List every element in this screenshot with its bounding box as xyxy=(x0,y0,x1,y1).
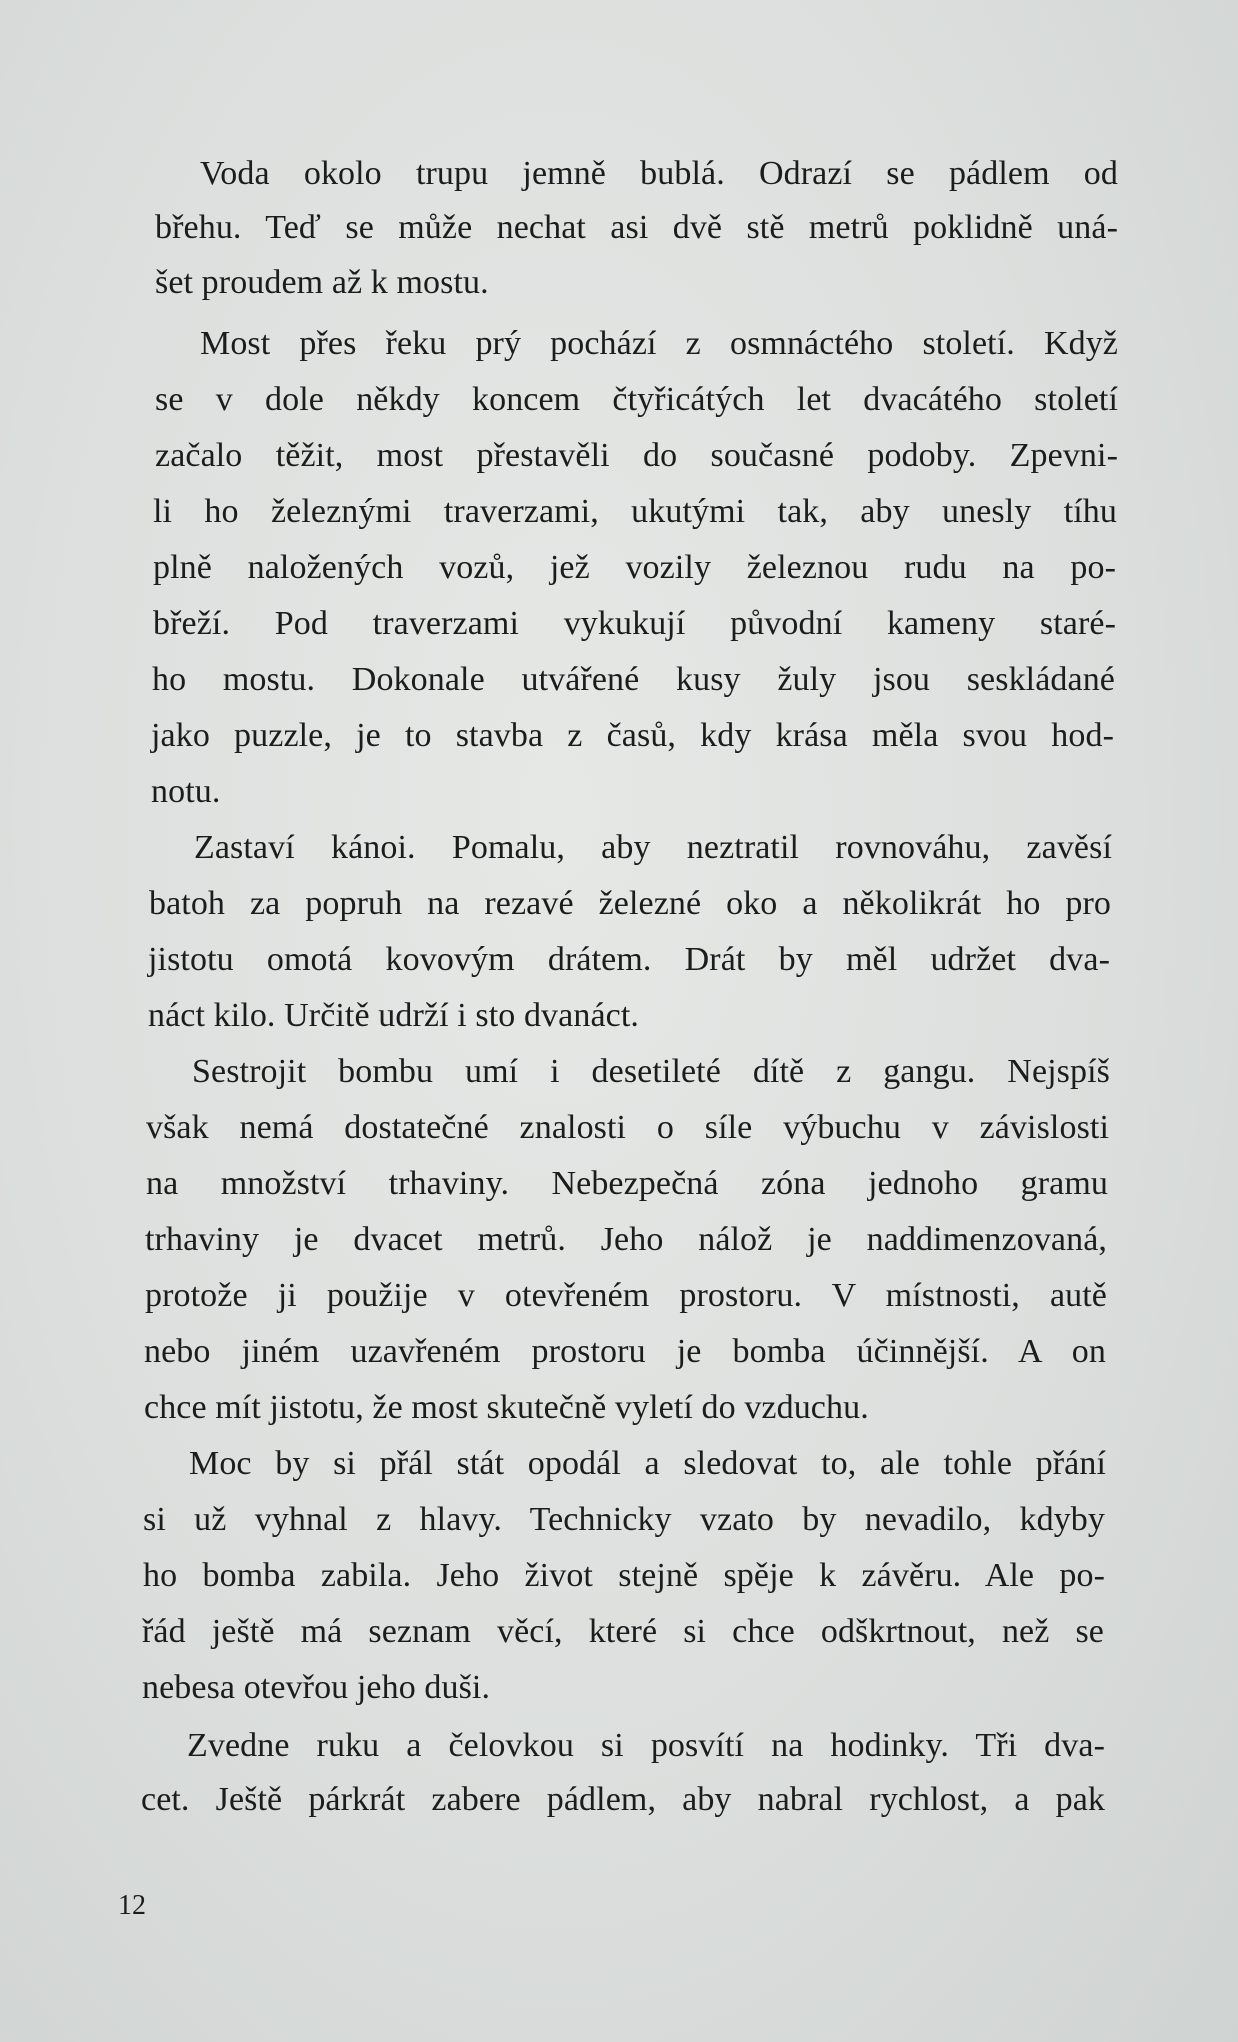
text-line: Zvedne ruku a čelovkou si posvítí na hodinky. Tři dva- xyxy=(187,1727,1105,1764)
text-line: jistotu omotá kovovým drátem. Drát by měl udržet dva- xyxy=(148,941,1110,978)
text-line: nebo jiném uzavřeném prostoru je bomba účinnější. A on xyxy=(144,1333,1106,1370)
text-line: si už vyhnal z hlavy. Technicky vzato by nevadilo, kdyby xyxy=(143,1501,1105,1538)
text-line: náct kilo. Určitě udrží i sto dvanáct. xyxy=(148,997,639,1034)
text-line: šet proudem až k mostu. xyxy=(155,264,489,301)
text-line: řád ještě má seznam věcí, které si chce odškrtnout, než se xyxy=(142,1613,1104,1650)
text-line: chce mít jistotu, že most skutečně vyletí do vzduchu. xyxy=(144,1389,869,1426)
text-line: Most přes řeku prý pochází z osmnáctého století. Když xyxy=(200,325,1118,362)
text-line: plně naložených vozů, jež vozily železnou rudu na po- xyxy=(153,549,1116,586)
text-line: trhaviny je dvacet metrů. Jeho nálož je naddimenzovaná, xyxy=(145,1221,1107,1258)
text-line: li ho železnými traverzami, ukutými tak, aby unesly tíhu xyxy=(153,493,1117,530)
text-line: však nemá dostatečné znalosti o síle výbuchu v závislosti xyxy=(146,1109,1109,1146)
text-line: Zastaví kánoi. Pomalu, aby neztratil rovnováhu, zavěsí xyxy=(194,829,1112,866)
text-line: ho mostu. Dokonale utvářené kusy žuly jsou seskládané xyxy=(152,661,1115,698)
text-line: začalo těžit, most přestavěli do současné podoby. Zpevni- xyxy=(155,437,1118,474)
text-line: Sestrojit bombu umí i desetileté dítě z gangu. Nejspíš xyxy=(192,1053,1110,1090)
text-line: břehu. Teď se může nechat asi dvě stě metrů poklidně uná- xyxy=(155,209,1118,246)
text-line: nebesa otevřou jeho duši. xyxy=(142,1669,491,1706)
text-line: protože ji použije v otevřeném prostoru. V místnosti, autě xyxy=(145,1277,1107,1314)
text-line: cet. Ještě párkrát zabere pádlem, aby nabral rychlost, a pak xyxy=(141,1781,1105,1818)
text-line: batoh za popruh na rezavé železné oko a několikrát ho pro xyxy=(149,885,1111,922)
text-line: Voda okolo trupu jemně bublá. Odrazí se pádlem od xyxy=(200,155,1118,192)
text-line: se v dole někdy koncem čtyřicátých let dvacátého století xyxy=(155,381,1118,418)
text-line: notu. xyxy=(151,773,221,810)
text-line: Moc by si přál stát opodál a sledovat to, ale tohle přání xyxy=(189,1445,1106,1482)
text-line: břeží. Pod traverzami vykukují původní kameny staré- xyxy=(153,605,1116,642)
text-line: ho bomba zabila. Jeho život stejně spěje k závěru. Ale po- xyxy=(143,1557,1105,1594)
text-line: jako puzzle, je to stavba z časů, kdy krása měla svou hod- xyxy=(151,717,1114,754)
page-number: 12 xyxy=(118,1890,146,1921)
text-line: na množství trhaviny. Nebezpečná zóna jednoho gramu xyxy=(146,1165,1108,1202)
